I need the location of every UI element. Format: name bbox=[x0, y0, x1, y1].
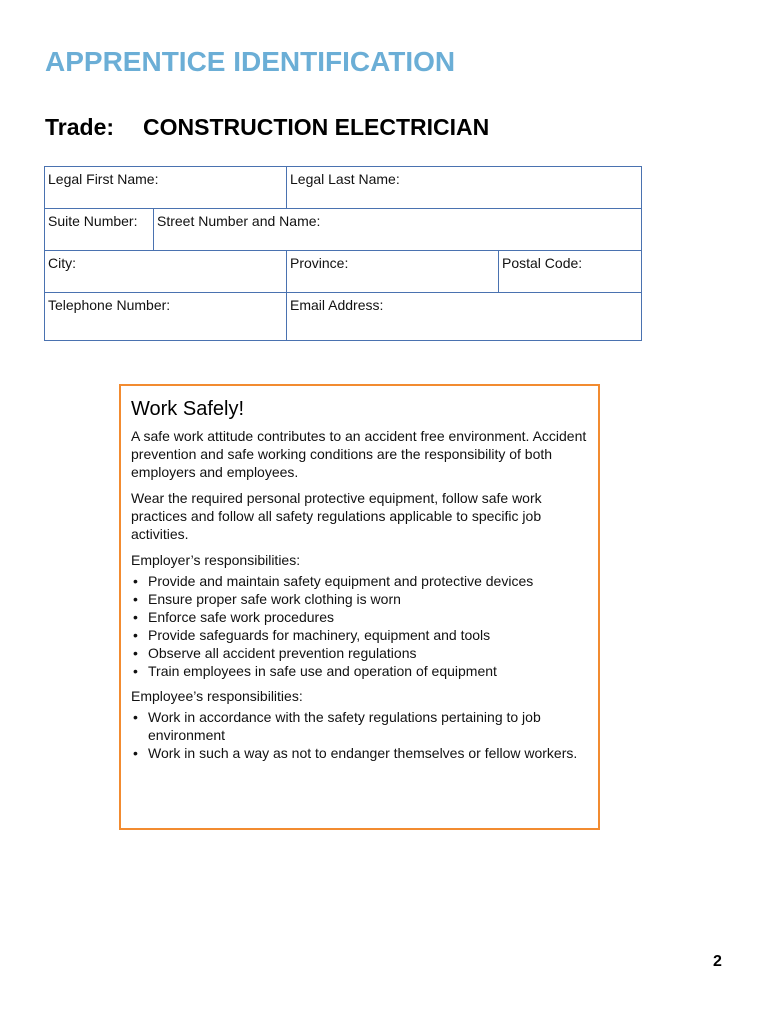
form-row-location bbox=[45, 251, 641, 293]
page-number: 2 bbox=[713, 953, 722, 970]
postal-code-field[interactable] bbox=[498, 251, 642, 292]
city-label: City: bbox=[48, 255, 76, 271]
list-item-text: Work in accordance with the safety regulations pertaining to job environment bbox=[148, 709, 541, 743]
page-title: APPRENTICE IDENTIFICATION bbox=[45, 46, 456, 77]
province-field[interactable] bbox=[286, 251, 498, 292]
bullet-icon: • bbox=[133, 645, 138, 661]
telephone-label: Telephone Number: bbox=[48, 297, 171, 313]
email-field[interactable] bbox=[286, 293, 642, 340]
list-item-text: Train employees in safe use and operation of equipment bbox=[148, 663, 497, 679]
form-row-name bbox=[45, 167, 641, 209]
list-item bbox=[131, 708, 588, 744]
list-item-text: Work in such a way as not to endanger themselves or fellow workers. bbox=[148, 745, 578, 761]
list-item bbox=[131, 626, 588, 644]
street-label: Street Number and Name: bbox=[157, 213, 321, 229]
employee-responsibilities-list bbox=[131, 708, 588, 762]
legal-first-name-field[interactable] bbox=[45, 167, 286, 208]
bullet-icon: • bbox=[133, 745, 138, 761]
list-item bbox=[131, 744, 588, 762]
bullet-icon: • bbox=[133, 627, 138, 643]
employer-responsibilities-list bbox=[131, 572, 588, 680]
list-item-text: Provide and maintain safety equipment and protective devices bbox=[148, 573, 534, 589]
work-safely-box bbox=[119, 384, 600, 830]
list-item bbox=[131, 662, 588, 680]
employer-responsibilities-heading: Employer’s responsibilities: bbox=[131, 552, 301, 568]
bullet-icon: • bbox=[133, 591, 138, 607]
bullet-icon: • bbox=[133, 609, 138, 625]
employee-responsibilities-heading: Employee’s responsibilities: bbox=[131, 688, 303, 704]
list-item bbox=[131, 572, 588, 590]
trade-value: CONSTRUCTION ELECTRICIAN bbox=[143, 114, 490, 140]
telephone-field[interactable] bbox=[45, 293, 286, 340]
list-item-text: Enforce safe work procedures bbox=[148, 609, 334, 625]
street-field[interactable] bbox=[153, 209, 642, 250]
list-item-text: Observe all accident prevention regulations bbox=[148, 645, 417, 661]
bullet-icon: • bbox=[133, 663, 138, 679]
suite-number-label: Suite Number: bbox=[48, 213, 138, 229]
city-field[interactable] bbox=[45, 251, 286, 292]
trade-label: Trade: bbox=[45, 114, 115, 140]
postal-code-label: Postal Code: bbox=[502, 255, 583, 271]
trade-row bbox=[45, 114, 489, 141]
province-label: Province: bbox=[290, 255, 349, 271]
apprentice-id-form bbox=[44, 166, 642, 341]
safety-paragraph-1: A safe work attitude contributes to an accident free environment. Accident prevention and safe working conditions are the responsibility of both employers and employees. bbox=[131, 428, 587, 480]
email-label: Email Address: bbox=[290, 297, 384, 313]
legal-last-name-field[interactable] bbox=[286, 167, 642, 208]
bullet-icon: • bbox=[133, 573, 138, 589]
suite-number-field[interactable] bbox=[45, 209, 153, 250]
list-item-text: Ensure proper safe work clothing is worn bbox=[148, 591, 401, 607]
legal-first-name-label: Legal First Name: bbox=[48, 171, 159, 187]
legal-last-name-label: Legal Last Name: bbox=[290, 171, 400, 187]
work-safely-heading: Work Safely! bbox=[131, 398, 244, 420]
safety-paragraph-2: Wear the required personal protective equipment, follow safe work practices and follow all safety regulations applicable to specific job activities. bbox=[131, 490, 542, 542]
list-item bbox=[131, 644, 588, 662]
form-row-contact bbox=[45, 293, 641, 340]
list-item-text: Provide safeguards for machinery, equipment and tools bbox=[148, 627, 491, 643]
list-item bbox=[131, 590, 588, 608]
list-item bbox=[131, 608, 588, 626]
form-row-address bbox=[45, 209, 641, 251]
bullet-icon: • bbox=[133, 709, 138, 725]
